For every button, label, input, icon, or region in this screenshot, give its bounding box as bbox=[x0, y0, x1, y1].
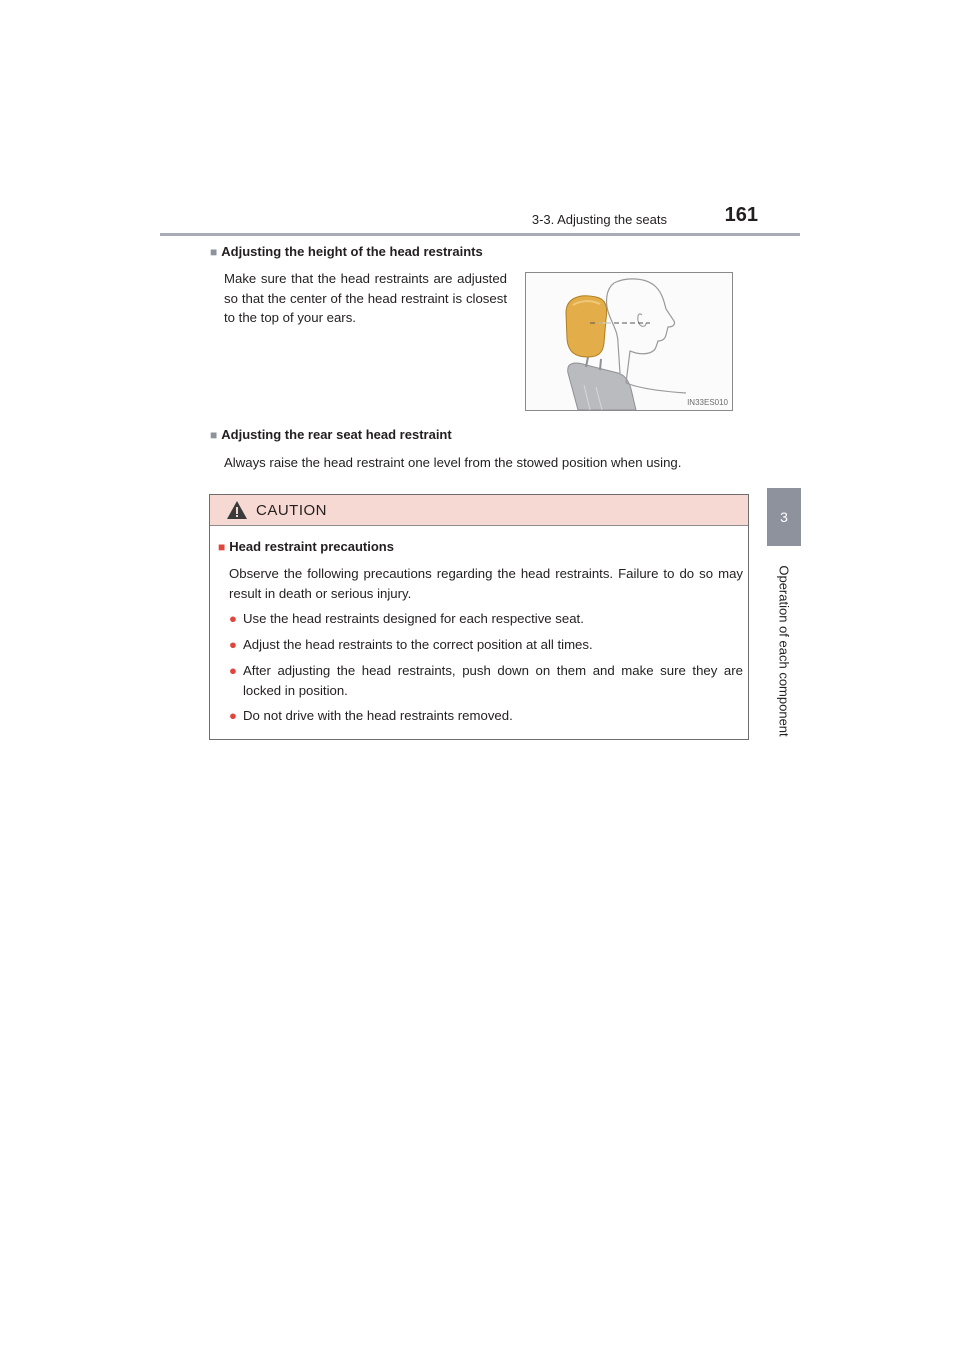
header-rule bbox=[160, 233, 800, 236]
head-restraint-figure bbox=[526, 273, 732, 410]
bullet-dot-icon: ● bbox=[229, 708, 237, 723]
caution-bullet bbox=[229, 661, 743, 700]
warning-triangle-icon bbox=[226, 500, 248, 520]
chapter-tab bbox=[767, 488, 801, 546]
square-bullet-icon: ■ bbox=[210, 244, 218, 259]
caution-bullet bbox=[229, 635, 743, 655]
caution-bullet-text: Use the head restraints designed for each respective seat. bbox=[243, 611, 584, 626]
section-title: 3-3. Adjusting the seats bbox=[531, 212, 667, 227]
caution-bullet-text: After adjusting the head restraints, push down on them and make sure they are locked in position. bbox=[243, 663, 743, 698]
caution-header bbox=[210, 495, 748, 526]
caution-heading-text: Head restraint precautions bbox=[229, 539, 394, 554]
caution-label: CAUTION bbox=[256, 501, 327, 519]
section-text-height: Make sure that the head restraints are adjusted so that the center of the head restraint is closest to the top of your ears. bbox=[224, 271, 507, 325]
caution-heading bbox=[218, 539, 394, 554]
caution-bullet bbox=[229, 706, 743, 726]
chapter-number: 3 bbox=[780, 509, 788, 525]
section-text-rear: Always raise the head restraint one level from the stowed position when using. bbox=[224, 455, 682, 470]
page-number: 161 bbox=[724, 204, 758, 226]
bullet-dot-icon: ● bbox=[229, 611, 237, 626]
illustration-code: IN33ES010 bbox=[687, 398, 728, 407]
page-header bbox=[160, 200, 800, 236]
square-bullet-icon: ■ bbox=[218, 539, 226, 554]
caution-bullet bbox=[229, 609, 743, 629]
caution-bullet-text: Adjust the head restraints to the correct position at all times. bbox=[243, 637, 593, 652]
section-heading-text: Adjusting the height of the head restraints bbox=[221, 244, 483, 259]
square-bullet-icon: ■ bbox=[210, 427, 218, 442]
caution-intro: Observe the following precautions regarding the head restraints. Failure to do so may result in death or serious injury. bbox=[229, 566, 743, 601]
bullet-dot-icon: ● bbox=[229, 637, 237, 652]
head-restraint-illustration bbox=[525, 272, 733, 411]
section-heading-rear bbox=[210, 427, 452, 442]
chapter-title: Operation of each component bbox=[776, 565, 792, 737]
chapter-side-label bbox=[771, 556, 797, 746]
caution-bullet-text: Do not drive with the head restraints removed. bbox=[243, 708, 513, 723]
section-heading-text: Adjusting the rear seat head restraint bbox=[221, 427, 452, 442]
section-heading-height bbox=[210, 244, 483, 259]
bullet-dot-icon: ● bbox=[229, 663, 237, 678]
caution-box bbox=[209, 494, 749, 740]
